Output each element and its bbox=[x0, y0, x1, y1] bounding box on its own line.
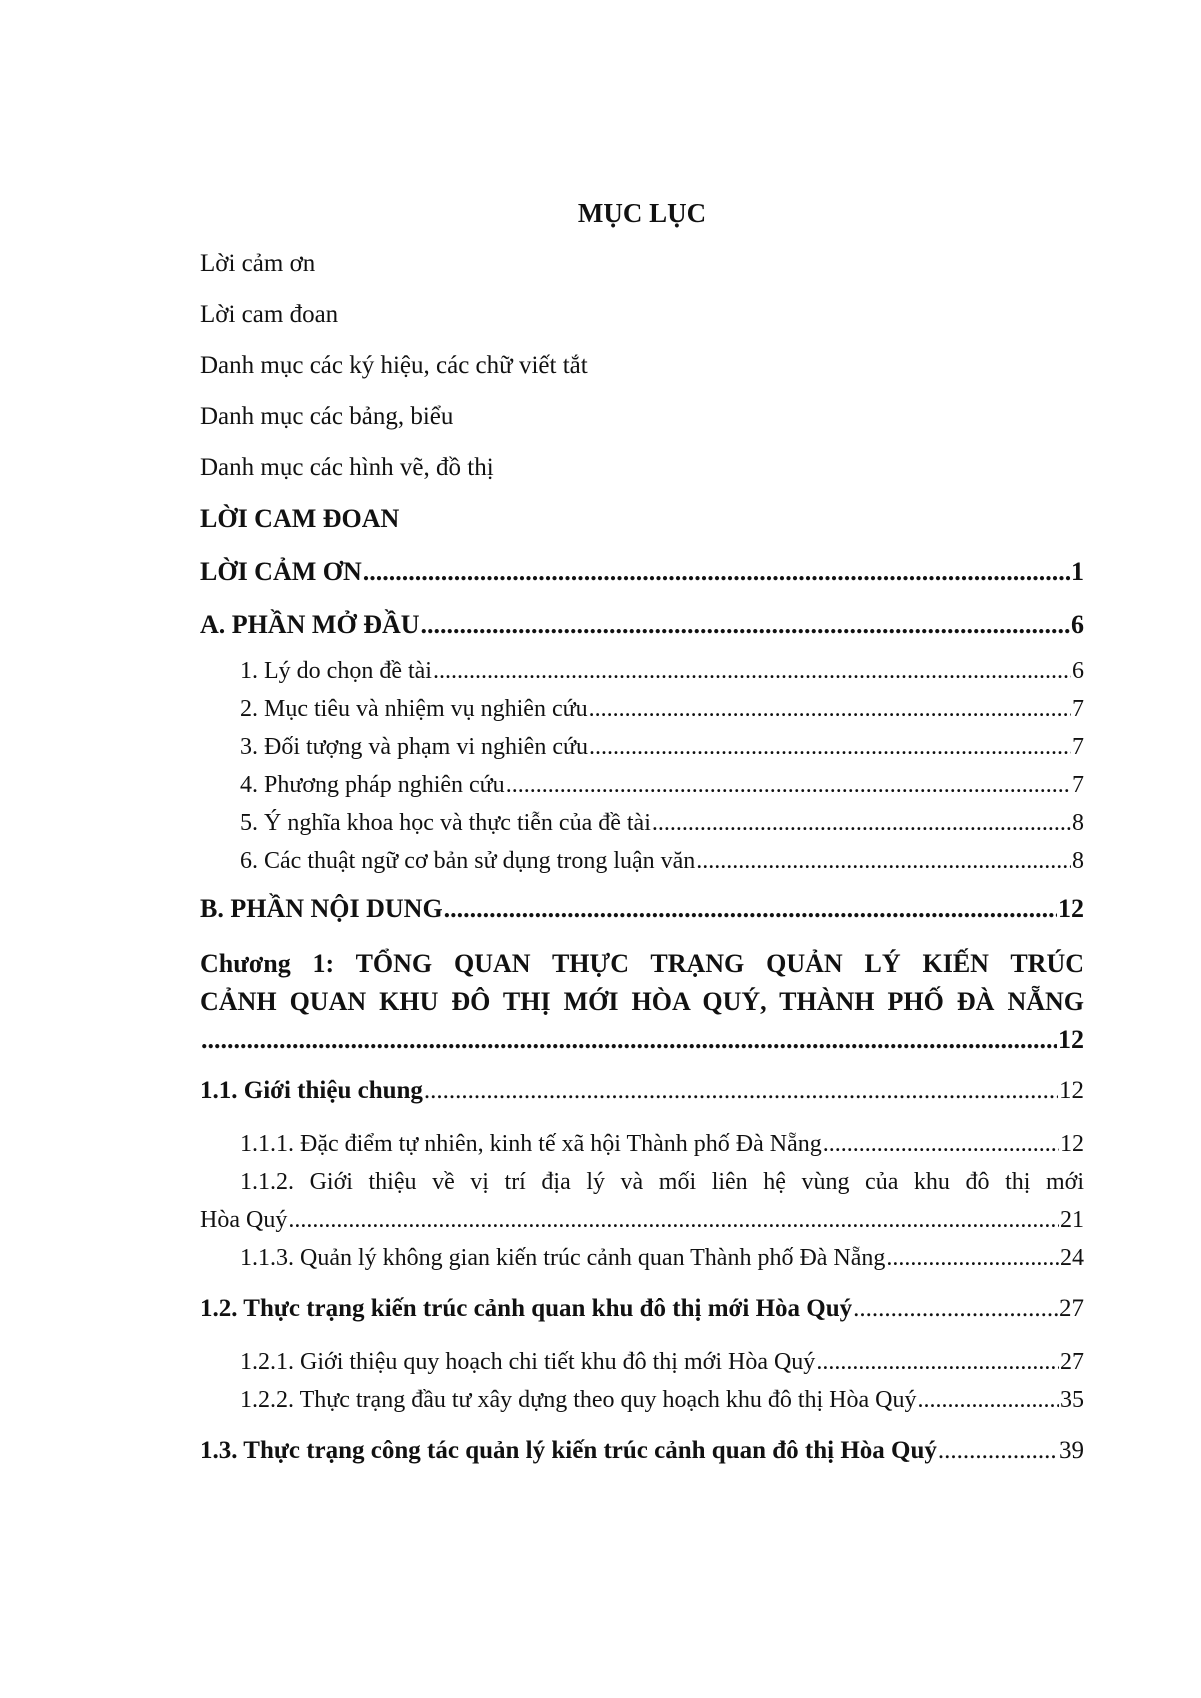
dot-leader bbox=[433, 652, 1071, 690]
page-number: 12 bbox=[1060, 1131, 1084, 1157]
dot-leader bbox=[816, 1343, 1059, 1381]
chapter-1-leader bbox=[200, 1021, 1084, 1059]
toc-section-1-2 bbox=[200, 1291, 1084, 1327]
toc-item-abbreviations: Danh mục các ký hiệu, các chữ viết tắt bbox=[200, 352, 588, 379]
entry-text: A. PHẦN MỞ ĐẦU bbox=[200, 610, 420, 639]
toc-item bbox=[200, 804, 1084, 842]
page-number: 12 bbox=[1059, 1077, 1084, 1104]
page-number: 27 bbox=[1059, 1295, 1084, 1322]
page-number: 24 bbox=[1060, 1245, 1084, 1271]
dot-leader bbox=[424, 1073, 1058, 1109]
toc-page bbox=[200, 196, 1084, 1485]
dot-leader bbox=[696, 842, 1071, 880]
toc-title: MỤC LỤC bbox=[577, 198, 707, 228]
entry-text: 3. Đối tượng và phạm vi nghiên cứu bbox=[240, 734, 588, 760]
toc-heading-phan-noi-dung bbox=[200, 892, 1084, 926]
entry-text: 1.1.3. Quản lý không gian kiến trúc cảnh quan Thành phố Đà Nẵng bbox=[240, 1245, 886, 1271]
entry-text: 1. Lý do chọn đề tài bbox=[240, 658, 432, 684]
page-number: 8 bbox=[1072, 810, 1084, 836]
dot-leader bbox=[886, 1239, 1059, 1277]
page-number: 27 bbox=[1060, 1349, 1084, 1375]
dot-leader bbox=[444, 892, 1057, 926]
page-number: 7 bbox=[1072, 696, 1084, 722]
page-number: 8 bbox=[1072, 848, 1084, 874]
entry-text: 1.2.1. Giới thiệu quy hoạch chi tiết khu đô thị mới Hòa Quý bbox=[240, 1349, 816, 1375]
entry-text: B. PHẦN NỘI DUNG bbox=[200, 894, 443, 923]
toc-item-loi-cam-on-front: Lời cảm ơn bbox=[200, 250, 316, 277]
toc-item-tables: Danh mục các bảng, biểu bbox=[200, 403, 454, 430]
toc-item bbox=[200, 728, 1084, 766]
entry-text: 1.1. Giới thiệu chung bbox=[200, 1077, 423, 1104]
page-number: 21 bbox=[1060, 1207, 1084, 1233]
phan-mo-dau-items bbox=[200, 652, 1084, 880]
page-number: 6 bbox=[1072, 658, 1084, 684]
entry-text: 1.2.2. Thực trạng đầu tư xây dựng theo quy hoạch khu đô thị Hòa Quý bbox=[240, 1387, 917, 1413]
dot-leader bbox=[421, 608, 1070, 642]
page-number: 7 bbox=[1072, 772, 1084, 798]
entry-text: 1.2. Thực trạng kiến trúc cảnh quan khu đô thị mới Hòa Quý bbox=[200, 1295, 853, 1322]
entry-text: Hòa Quý bbox=[200, 1207, 288, 1233]
toc-item-figures: Danh mục các hình vẽ, đồ thị bbox=[200, 454, 494, 481]
dot-leader bbox=[288, 1201, 1059, 1239]
toc-heading-loi-cam-on bbox=[200, 555, 1084, 589]
toc-item-1-1-1 bbox=[200, 1125, 1084, 1163]
toc-section-1-3 bbox=[200, 1433, 1084, 1469]
chapter-1-title-line-1: Chương 1: TỔNG QUAN THỰC TRẠNG QUẢN LÝ KIẾN TRÚC bbox=[200, 949, 1084, 978]
dot-leader bbox=[823, 1125, 1059, 1163]
toc-item-1-2-2 bbox=[200, 1381, 1084, 1419]
page-number: 12 bbox=[1058, 894, 1084, 923]
entry-text: 4. Phương pháp nghiên cứu bbox=[240, 772, 505, 798]
dot-leader bbox=[363, 555, 1070, 589]
toc-section-1-1 bbox=[200, 1073, 1084, 1109]
entry-text: 1.1.1. Đặc điểm tự nhiên, kinh tế xã hội Thành phố Đà Nẵng bbox=[240, 1131, 822, 1157]
entry-text: 2. Mục tiêu và nhiệm vụ nghiên cứu bbox=[240, 696, 588, 722]
toc-item bbox=[200, 652, 1084, 690]
dot-leader bbox=[938, 1433, 1058, 1469]
toc-item-1-1-2-line-1: 1.1.2. Giới thiệu về vị trí địa lý và mối liên hệ vùng của khu đô thị mới bbox=[240, 1169, 1084, 1195]
page-number: 12 bbox=[1058, 1025, 1084, 1054]
page-number: 1 bbox=[1071, 557, 1084, 586]
toc-item bbox=[200, 842, 1084, 880]
chapter-1-title-line-2: CẢNH QUAN KHU ĐÔ THỊ MỚI HÒA QUÝ, THÀNH PHỐ ĐÀ NẴNG bbox=[200, 987, 1084, 1016]
entry-text: LỜI CẢM ƠN bbox=[200, 557, 362, 586]
page-number: 7 bbox=[1072, 734, 1084, 760]
toc-item bbox=[200, 766, 1084, 804]
toc-item-1-2-1 bbox=[200, 1343, 1084, 1381]
toc-item-1-1-2-line-2 bbox=[200, 1201, 1084, 1239]
entry-text: 1.3. Thực trạng công tác quản lý kiến trúc cảnh quan đô thị Hòa Quý bbox=[200, 1437, 937, 1464]
dot-leader bbox=[506, 766, 1071, 804]
page-number: 6 bbox=[1071, 610, 1084, 639]
dot-leader bbox=[917, 1381, 1059, 1419]
page-number: 39 bbox=[1059, 1437, 1084, 1464]
entry-text: 5. Ý nghĩa khoa học và thực tiễn của đề tài bbox=[240, 810, 651, 836]
page-number: 35 bbox=[1060, 1387, 1084, 1413]
section-1-2-items bbox=[200, 1343, 1084, 1419]
toc-item-loi-cam-doan-front: Lời cam đoan bbox=[200, 301, 339, 328]
dot-leader bbox=[652, 804, 1071, 842]
toc-item-1-1-3 bbox=[200, 1239, 1084, 1277]
dot-leader bbox=[853, 1291, 1058, 1327]
toc-heading-phan-mo-dau bbox=[200, 608, 1084, 642]
entry-text: 6. Các thuật ngữ cơ bản sử dụng trong luận văn bbox=[240, 848, 696, 874]
dot-leader bbox=[589, 728, 1071, 766]
dot-leader bbox=[201, 1021, 1057, 1059]
dot-leader bbox=[589, 690, 1071, 728]
toc-heading-loi-cam-doan: LỜI CAM ĐOAN bbox=[200, 504, 400, 533]
section-1-1-items bbox=[200, 1125, 1084, 1277]
toc-item bbox=[200, 690, 1084, 728]
